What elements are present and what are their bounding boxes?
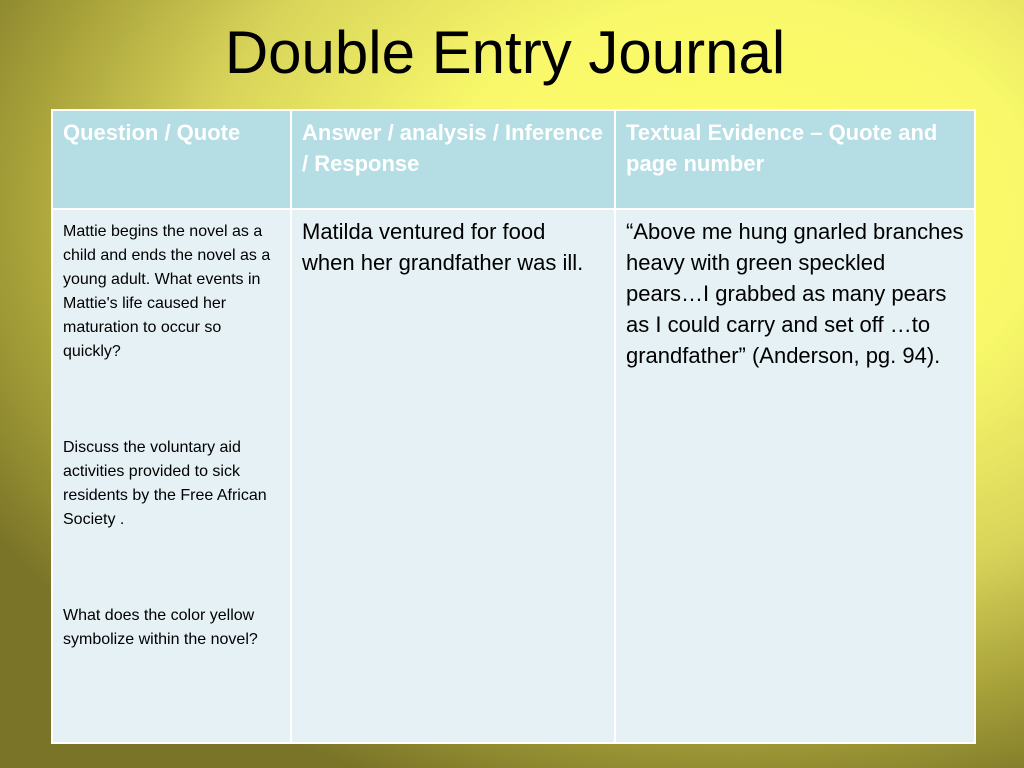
evidence-cell: “Above me hung gnarled branches heavy with green speckled pears…I grabbed as many pears as I could carry and set off …to grandfather” (Anderson, pg. 94). xyxy=(615,209,975,743)
answer-cell: Matilda ventured for food when her grandfather was ill. xyxy=(291,209,615,743)
question-voluntary-aid: Discuss the voluntary aid activities provided to sick residents by the Free African Society . xyxy=(63,439,267,528)
question-maturation: Mattie begins the novel as a child and ends the novel as a young adult. What events in Mattie's life caused her maturation to occur so quickly? xyxy=(63,223,271,360)
table-row xyxy=(52,209,975,743)
table-header-row xyxy=(52,110,975,209)
journal-table xyxy=(51,109,976,744)
question-yellow-symbol: What does the color yellow symbolize within the novel? xyxy=(63,607,258,648)
header-question-quote: Question / Quote xyxy=(52,110,291,209)
slide-title: Double Entry Journal xyxy=(224,19,786,86)
questions-cell xyxy=(52,209,291,743)
header-textual-evidence: Textual Evidence – Quote and page number xyxy=(615,110,975,209)
header-answer-analysis: Answer / analysis / Inference / Response xyxy=(291,110,615,209)
